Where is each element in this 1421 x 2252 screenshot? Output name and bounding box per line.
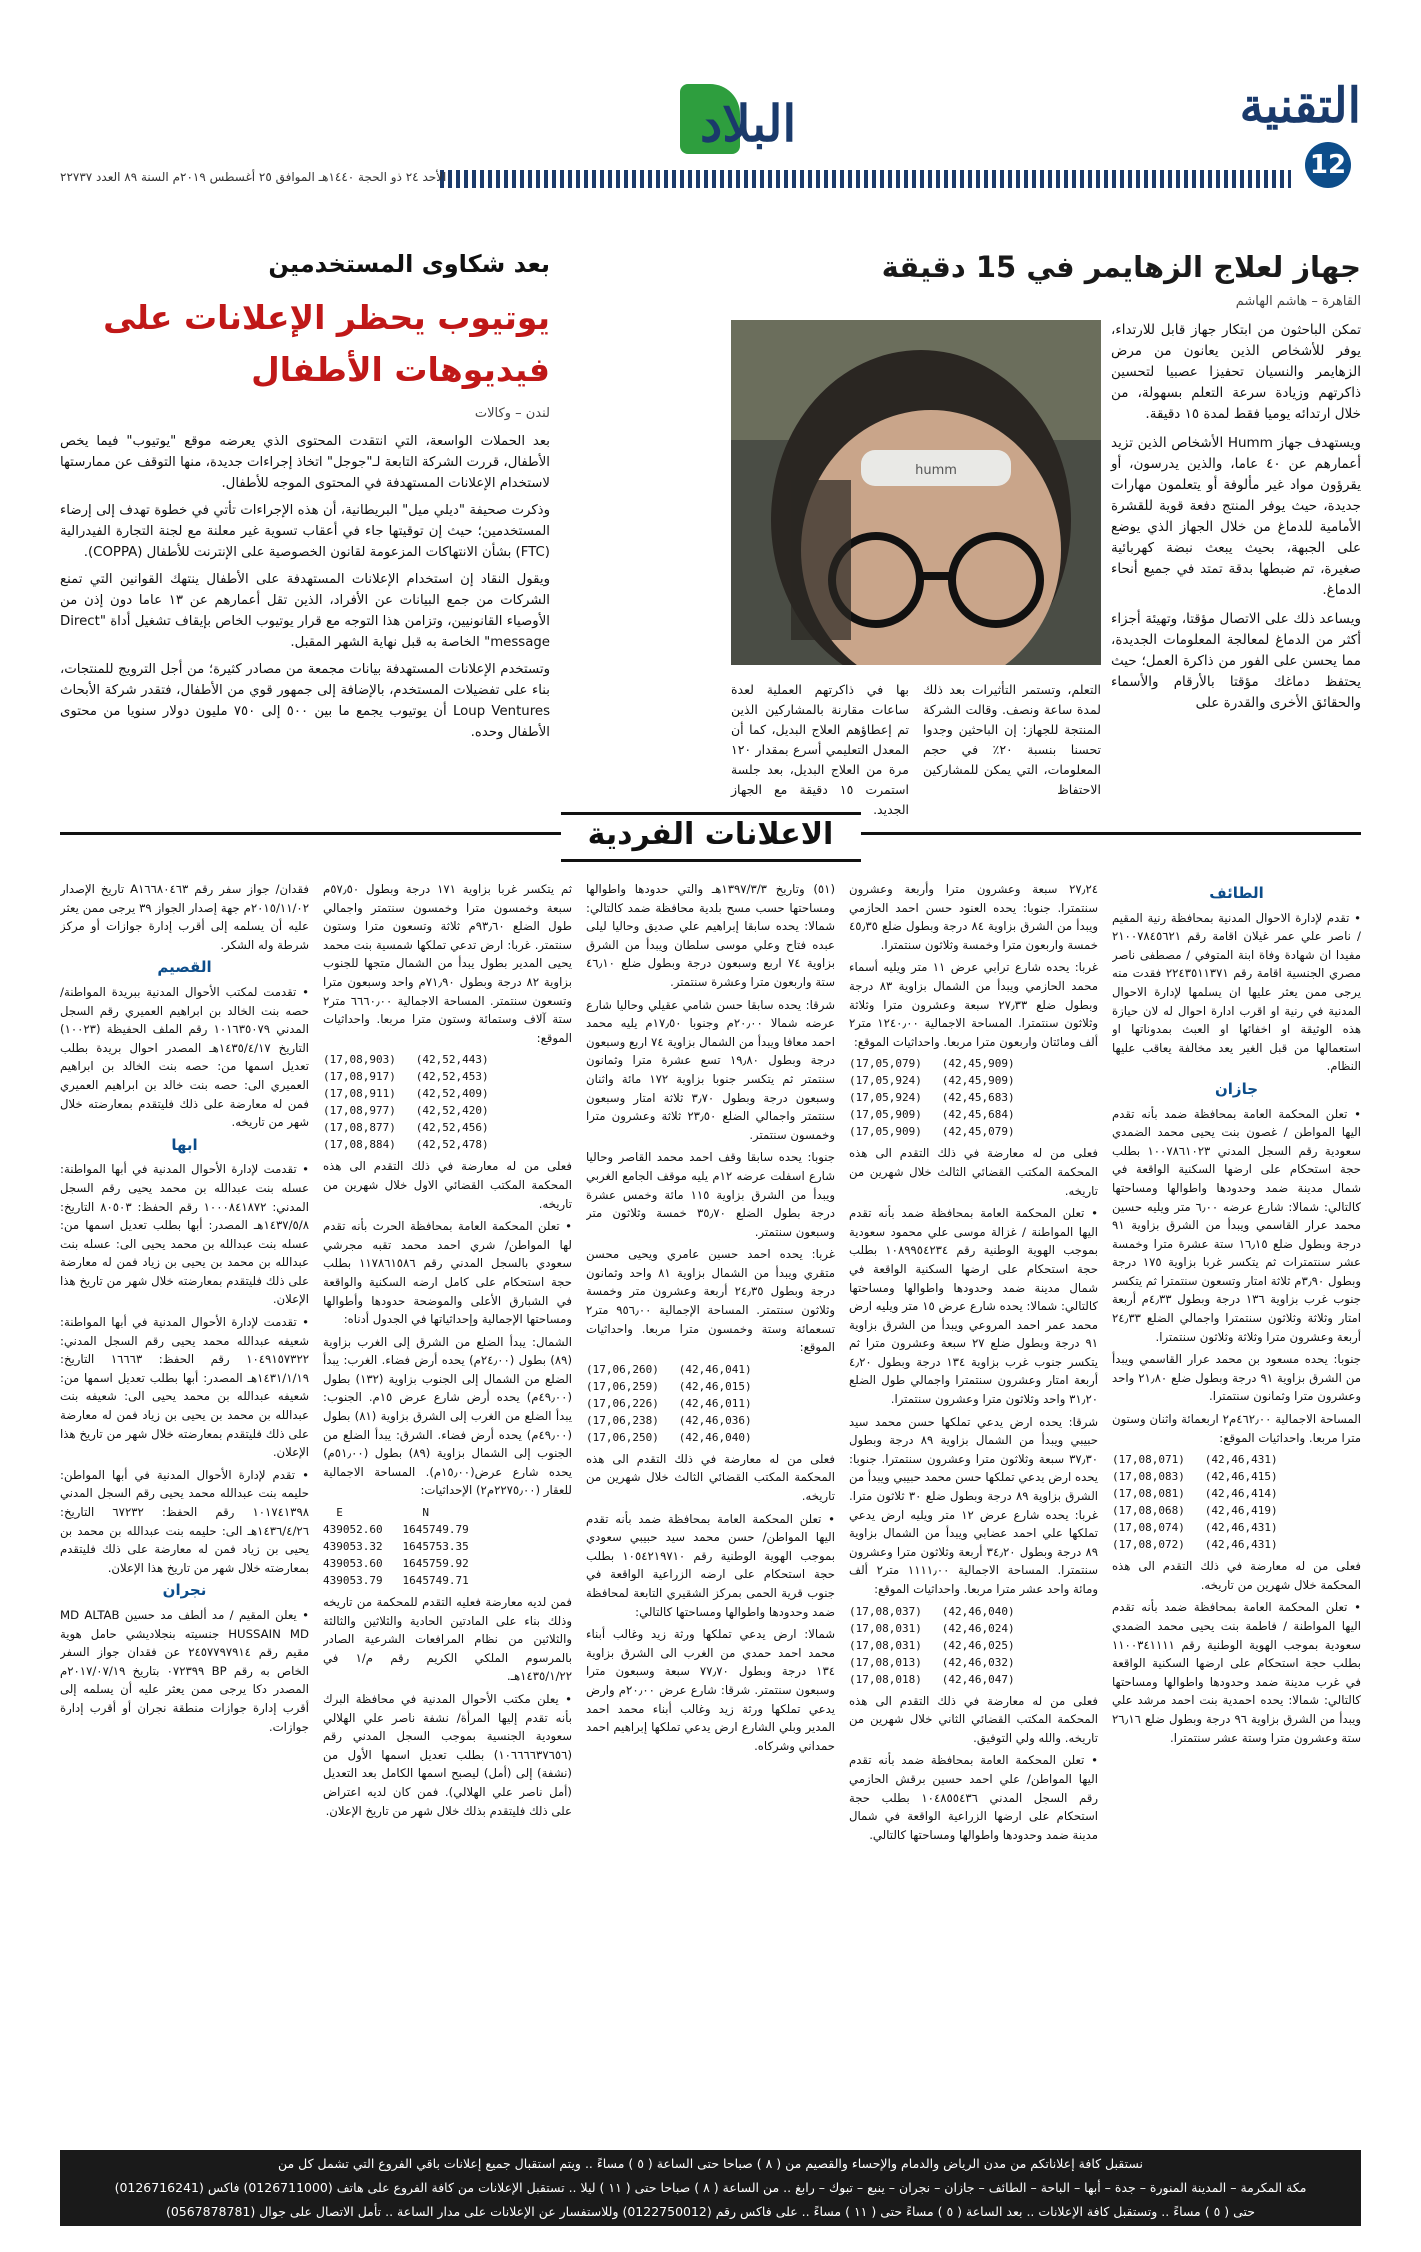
classified-ad-text: فمن لديه معارضة فعليه التقدم للمحكمة من تاريخه وذلك بناء على المادتين الحادية والثلاثين والثالثة والثلاثين من نظام المرافعات الشرعية الصادر بالمرسوم الملكي الكريم رقم م/١ في ١٤٣٥/١/٢٢هـ. bbox=[323, 1595, 572, 1684]
classified-ad-text: شمالا: ارض يدعي تملكها ورثة زيد وغالب أبناء محمد احمد حمدي من الغرب الى الشرق بزاوية ١٣٤ درجة وبطول ٧٧٫٧٠ سبعة وسبعون مترا وسبعون سنتمتر. شرقا: شارع عرض ٢٠٫٠٠م وارض يدعي تملكها ورثة زيد وغالب أبناء محمد احمد المدير وبلي الشارع ارض يدعي تملكها إبراهيم احمد حمداني وشركاه. bbox=[586, 1627, 835, 1753]
classified-ad-text: المساحة الاجمالية ٤٦٢٫٠٠م٢ اربعمائة واثنان وستون مترا مربعا. واحداثيات الموقع: bbox=[1112, 1412, 1361, 1445]
article-byline: لندن – وكالات bbox=[474, 406, 550, 421]
classified-ad-text: • تقدم لإدارة الاحوال المدنية بمحافظة رنية المقيم / ناصر علي عمر غيلان اقامة رقم ٢١٠٠٧٨٤٥٦٢١ مفيدا ان شهادة وفاة ابنة المتوفي / مصطفى ناصر مصري الجنسية اقامة رقم ٢٢٤٣٥١١٣٧١ فقدت منه يرجى ممن يعثر عليها ان يسلمها لإدارة الاحوال المدنية في رنية او اقرب ادارة احوال له لان حيازة هذه الوثيقة او اخفائها او العبث بمدوناتها او استعمالها من قبل الغير يعد مخالفة يعاقب عليها النظام. bbox=[1112, 910, 1361, 1074]
article-body bbox=[60, 431, 550, 743]
article-paragraph: بعد الحملات الواسعة، التي انتقدت المحتوى الذي يعرضه موقع "يوتيوب" فيما يخص الأطفال، قررت الشركة التابعة لـ"جوجل" اتخاذ إجراءات جديدة، منها التوقف عن ممارستها لاستخدام الإعلانات المستهدفة في المحتوى الموجه للأطفال. bbox=[60, 434, 550, 491]
classified-ad-text: • تعلن المحكمة العامة بمحافظة ضمد بأنه تقدم اليها المواطن / غصون بنت يحيى محمد الضمدي سعودية رقم السجل المدني ١٠٠٧٨٦١٠٢٣ بطلب حجة استحكام على ارضها السكنية الواقعة في شمال مدينة ضمد وحدودها واطوالها ومساحتها كالتالي: شمالا: شارع عرضه ٦٫٠٠ متر ويليه حسين محمد عرار القاسمي ويبدأ من الشرق بزاوية ٩١ درجة وبطول ضلع ١٦٫١٥ ستة عشرة مترا وخمسة عشر سنتمترات ثم يتكسر غربا بزاوية ١٧٥ درجة وبطول ٣٫٩٠م ثلاثة امتار وتسعون سنتمترا ثم يتكسر جنوب غرب بزاوية ١٣٦ درجة وبطول ٤٫٣٣م أربعة امتار وثلاثة وثلاثون سنتمترا واجمالي الضلع ٢٤٫٣٣ أربعة وعشرون مترا وثلاثة وثلاثون سنتمترا. bbox=[1112, 1106, 1361, 1344]
article-paragraph: ويساعد ذلك على الاتصال مؤقتا، وتهيئة أجزاء أكثر من الدماغ لمعالجة المعلومات الجديدة، مما يحسن على الفور من ذاكرة العمل؛ حيث يحتفظ دماغك مؤقتا بالأرقام والأسماء والحقائق الأخرى والقدرة على bbox=[1111, 611, 1361, 711]
article-paragraph: تمكن الباحثون من ابتكار جهاز قابل للارتداء، يوفر للأشخاص الذين يعانون من مرض الزهايمر والنسيان تحفيزا عصبيا لتحسين ذاكرتهم وزيادة سرعة التعلم بسهولة، من خلال ارتدائه يوميا فقط لمدة ١٥ دقيقة. bbox=[1111, 322, 1361, 422]
article-paragraph: بها في ذاكرتهم العملية لعدة ساعات مقارنة بالمشاركين الذين تم إعطاؤهم العلاج البديل، كما أن المعدل التعليمي أسرع بمقدار ١٢٠ مرة من العلاج البديل، بعد جلسة استمرت ١٥ دقيقة مع الجهاز الجديد. bbox=[731, 682, 909, 817]
classified-ad-text: جنوبا: يحده مسعود بن محمد عرار القاسمي ويبدأ من الشرق بزاوية ٩١ درجة وبطول ضلع ٢١٫٨٠ واحد وعشرون مترا وثمانون سنتمترا. bbox=[1112, 1352, 1361, 1404]
classified-ad-text: شرقا: يحده سابقا حسن شامي عقيلي وحاليا شارع عرضه شمالا ٢٠٫٠٠م وجنوبا ١٧٫٥٠م يليه محمد احمد معافا ويبدأ من الشمال بزاوية ٧٤ اربع وسبعون درجة وبطول ١٩٫٨٠ تسع عشرة مترا وثمانون سنتمتر ثم يتكسر جنوبا بزاوية ١٧٢ مائة واثنان وسبعون درجة وبطول ٣٫٧٠ ثلاثة امتار وسبعون سنتمتر واجمالي الضلع ٢٣٫٥٠ ثلاثة وعشرون مترا وخمسون سنتمتر. bbox=[586, 997, 835, 1142]
classified-ad-text: غربا: يحده شارع ترابي عرض ١١ متر ويليه أسماء محمد الحازمي ويبدأ من الشمال بزاوية ٨٣ درجة وبطول ضلع ٢٧٫٣٣ سبعة وعشرون مترا وثلاثة وثلاثون سنتمترا. المساحة الاجمالية ١٢٤٠٫٠٠ متر٢ ألف ومائتان واربعون مترا مربعا. واحداثيات الموقع: bbox=[849, 960, 1098, 1049]
classified-ad-text: • تقدمت لمكتب الأحوال المدنية ببريدة المواطنة/ حصه بنت الخالد بن ابراهيم العميري رقم السجل المدني ١٠١٦٣٥٠٧٩ رقم الملف الحفيظة (١٠٠٢٣) التاريخ ١٤٣٥/٤/١٧هـ المصدر احوال بريدة بطلب تعديل اسمها من: حصه بنت الخالد بن ابراهيم العميري الى: حصه بنت خالد بن ابراهيم العميري فمن له معارضة على ذلك فليتقدم بمعارضته خلال شهر من تاريخه. bbox=[60, 984, 309, 1130]
region-heading: الطائف bbox=[1209, 884, 1264, 902]
man-wearing-device-photo bbox=[731, 320, 1101, 665]
dateline: الأحد ٢٤ ذو الحجة ١٤٤٠هـ الموافق ٢٥ أغسطس ٢٠١٩م السنة ٨٩ العدد ٢٢٧٣٧ bbox=[60, 170, 447, 184]
classified-ad-text: • تعلن المحكمة العامة بمحافظة الحرث بأنه تقدم لها المواطن/ شري احمد محمد تقبه مجرشي سعودي بالسجل المدني رقم ١١٧٨٦١٥٨٦ بطلب حجة استحكام على كامل ارضه السكنية والواقعة في الشبارق الأعلى والموضحة حدودها وأطوالها ومساحتها الإجمالية وإحداثياتها في الجدول أدناه: bbox=[323, 1219, 572, 1327]
article-paragraph: ويقول النقاد إن استخدام الإعلانات المستهدفة على الأطفال ينتهك القوانين التي تمنع الشركات من جمع البيانات عن الأفراد، الذين تقل أعمارهم عن ١٣ عاما دون إذن من الأوصياء القانونيين، وتزامن هذا التوجه مع قرار يوتيوب الخاص بإيقاف تشغيل أداة "Direct message" الخاصة به قبل نهاية الشهر المقبل. bbox=[60, 572, 550, 650]
classified-ad-text: ٢٧٫٢٤ سبعة وعشرون مترا وأربعة وعشرون سنتمترا. جنوبا: يحده العنود حسن احمد الحازمي ويبدأ من الشرق بزاوية ٨٤ درجة وبطول ضلع ٤٥٫٣٥ خمسة واربعون مترا وخمسة وثلاثون سنتمترا. bbox=[849, 882, 1098, 952]
article-paragraph: وذكرت صحيفة "ديلي ميل" البريطانية، أن هذه الإجراءات تأتي في خطوة تهدف إلى إرضاء المستخدمين؛ حيث إن توقيتها جاء في أعقاب تسوية غير معلنة مع لجنة التجارة الفيدرالية (FTC) بشأن الانتهاكات المزعومة لقانون الخصوصية على الإنترنت للأطفال (COPPA). bbox=[60, 503, 550, 560]
classified-ad-text: جنوبا: يحده سابقا وقف احمد محمد القاصر وحاليا شارع اسفلت عرضه ١٢م يليه موقف الجامع الغربي ويبدأ من الشرق بزاوية ١١٥ مائة وخمس عشرة درجة بطول الضلع ٣٥٫٧٠ خمسة وثلاثون متر وسبعون سنتمتر. bbox=[586, 1150, 835, 1239]
classified-ad-text: ثم يتكسر غربا بزاوية ١٧١ درجة وبطول ٥٧٫٥٠م سبعة وخمسون مترا وخمسون سنتمتر واجمالي طول الضلع ٩٣٫٦٠م ثلاثة وتسعون مترا وستون سنتمتر. غربا: ارض تدعي تملكها شمسية بنت محمد يحيى المدير بطول يبدأ من الشمال متجها للجنوب بزاوية ٨٢ درجة وبطول ٧١٫٩٠م واحد وسبعون مترا وتسعون سنتمتر. المساحة الاجمالية ٦٦٦٠٫٠٠ متر٢ ستة آلاف وستمائة وستون مترا مربعا. واحداثيات الموقع: bbox=[323, 882, 572, 1045]
classified-ad-text: • تعلن المحكمة العامة بمحافظة ضمد بأنه تقدم اليها المواطن/ علي احمد حسين برقش الحازمي رقم السجل المدني ١٠٤٨٥٥٤٣٦ بطلب حجة استحكام على ارضها الزراعية الواقعة في شمال مدينة ضمد وحدودها واطوالها ومساحتها كالتالي. bbox=[849, 1753, 1098, 1842]
header-rule bbox=[440, 170, 1291, 188]
footer-line: حتى ( ٥ ) مساءً .. وتستقبل كافة الإعلانات .. بعد الساعة ( ٥ ) مساءً حتى ( ١١ ) مساءً .. على فاكس رقم (0122750012) وللاستفسار عن الإعلانات على مدار الساعة .. تأمل الاتصال على جوال (0567878781) bbox=[165, 2204, 1256, 2219]
classified-ad-text: • يعلن مكتب الأحوال المدنية في محافظة البرك بأنه تقدم إليها المرأة/ نشفة ناصر علي الهلالي سعودية الجنسية بموجب السجل المدني رقم (١٠٦٦٦٦٣٧٦٥٦) بطلب تعديل اسمها الأول من (نشفة) إلى (أمل) ليصبح اسمها الكامل بعد التعديل (أمل ناصر علي الهلالي). فمن كان لديه اعتراض على ذلك فليتقدم بذلك خلال شهر من تاريخ الإعلان. bbox=[323, 1692, 572, 1818]
classified-ad-text: (٥١) وتاريخ ١٣٩٧/٣/٣هـ والتي حدودها واطوالها ومساحتها حسب مسح بلدية محافظة ضمد كالتالي: شمالا: يحده سابقا إبراهيم علي صديق وحاليا ليلى عبده فتاح وعلي موسى سلطان ويبدأ من الشرق بزاوية ٧٤ اربع وسبعون درجة وبطول ضلع ٤٦٫١٠ ستة واربعون مترا وعشرة سنتمتر. bbox=[586, 882, 835, 989]
classified-ad-text: فعلى من له معارضة في ذلك التقدم الى هذه المحكمة خلال شهرين من تاريخه. bbox=[1112, 1559, 1361, 1592]
classifieds-column bbox=[323, 880, 572, 2020]
classifieds-column bbox=[849, 880, 1098, 2020]
classified-ad-text: فقدان/ جواز سفر رقم A١٦٦٨٠٤٦٣ تاريخ الإصدار ٢٠١٥/١١/٠٢م جهة إصدار الجواز ٣٩ يرجى ممن يعثر عليه أن يسلمه إلى أقرب إدارة جوازات أو مركز شرطة وله الشكر. bbox=[60, 882, 309, 952]
coordinates-table: (17,06,260) (42,46,041) (17,06,259) (42,46,015) (17,06,226) (42,46,011) (17,06,238) (42,46,036) (17,06,250) (42,46,040) bbox=[586, 1362, 752, 1444]
article-paragraph: ويستهدف جهاز Humm الأشخاص الذين تزيد أعمارهم عن ٤٠ عاما، والذين يدرسون، أو يقرؤون مواد غير مألوفة أو يتعلمون مهارات جديدة، حيث يوفر المنتج دفعة قوية للقشرة الأمامية للدماغ من خلال الجهاز الذي يوضع على الجبهة، بحيث يبعث نبضة كهربائية صغيرة، تم ضبطها بدقة تمتد في جميع أنحاء الدماغ. bbox=[1111, 435, 1362, 598]
device-label: humm bbox=[915, 463, 957, 478]
footer-line: نستقبل كافة إعلاناتكم من مدن الرياض والدمام والإحساء والقصيم من ( ٨ ) صباحا حتى الساعة ( ٥ ) مساءً .. ويتم استقبال جميع إعلانات باقي الفروع التي تشمل كل من bbox=[277, 2156, 1144, 2171]
classified-ad-text: الشمال: يبدأ الضلع من الشرق إلى الغرب بزاوية (٨٩) بطول (٢٤٫٠٠م) يحده أرض فضاء. الغرب: يبدأ الضلع من الشمال إلى الجنوب بزاوية (١٣٢) بطول (٤٩٫٠٠م) يحده أرض شارع عرض ١٥م. الجنوب: يبدأ الضلع من الغرب إلى الشرق بزاوية (٨١) بطول (٤٩٫٠٠م) يحده أرض فضاء. الشرق: يبدأ الضلع من الجنوب إلى الشمال بزاوية (٨٩) بطول (٥١٫٠٠م) يحده شارع عرض(١٥٫٠٠م). المساحة الاجمالية للعقار (٢٢٧٥٫٠٠م٢) الإحداثيات: bbox=[323, 1334, 572, 1498]
classifieds-column bbox=[586, 880, 835, 2020]
classifieds-column bbox=[60, 880, 309, 2020]
classified-ad-text: • تعلن المحكمة العامة بمحافظة ضمد بأنه تقدم اليها المواطنة / فاطمة بنت يحيى محمد الضمدي سعودية بموجب الهوية الوطنية رقم ١١٠٠٣٤١١١١ بطلب حجة استحكام على ارضها السكنية الواقعة في غرب مدينة ضمد وحدودها واطوالها ومساحتها كالتالي: شمالا: يحده احمدية بنت احمد مرشد علي ويبدأ من الشرق بزاوية ٩٦ درجة وبطول ضلع ٢٦٫١٦ ستة وعشرون مترا وستة عشر سنتمترا. bbox=[1112, 1600, 1361, 1745]
ads-contact-footer bbox=[60, 2150, 1361, 2226]
classifieds-title: الاعلانات الفردية bbox=[561, 812, 861, 862]
article-youtube-ads bbox=[60, 250, 550, 749]
classified-ad-text: فعلى من له معارضة في ذلك التقدم الى هذه المحكمة المكتب القضائي الثالث خلال شهرين من تاريخه. bbox=[849, 1146, 1098, 1198]
article-headline: جهاز لعلاج الزهايمر في 15 دقيقة bbox=[881, 250, 1361, 284]
classified-ad-text: • تعلن المحكمة العامة بمحافظة ضمد بأنه تقدم اليها المواطن/ حسن محمد سيد حبيبي سعودي بموجب الهوية الوطنية رقم ١٠٥٤٢١٩٧١٠ بطلب حجة استحكام على ارضه الزراعية الواقعة في جنوب قرية الحمى بمركز الشقيري التابعة لمحافظة ضمد وحدودها واطوالها ومساحتها كالتالي: bbox=[586, 1511, 835, 1619]
article-headline: يوتيوب يحظر الإعلانات على فيديوهات الأطفال bbox=[103, 298, 550, 389]
classified-ad-text: • تعلن المحكمة العامة بمحافظة ضمد بأنه تقدم اليها المواطنة / غزالة موسى علي محمود سعودية بموجب الهوية الوطنية رقم ١٠٨٩٩٥٤٢٣٤ بطلب حجة استحكام على ارضها السكنية الواقعة في شمال مدينة ضمد وحدودها واطوالها ومساحتها كالتالي: شمالا: يحده شارع عرض ١٥ متر ويليه ارض محمد عمر احمد المروعي ويبدأ من الشرق بزاوية ٩١ درجة وبطول ضلع ٢٧ سبعة وعشرون مترا ثم يتكسر جنوب غرب بزاوية ١٣٤ درجة وبطول ٤٫٢٠ أربعة امتار وعشرون سنتمترا واجمالي طول الضلع ٣١٫٢٠ واحد وثلاثون مترا وعشرون سنتمترا. bbox=[849, 1206, 1098, 1407]
coordinates-table: (17,08,071) (42,46,431) (17,08,083) (42,46,415) (17,08,081) (42,46,414) (17,08,068) (42,46,419) (17,08,074) (42,46,431) (17,08,072) (42,46,431) bbox=[1112, 1453, 1278, 1552]
page-number: 12 bbox=[1305, 142, 1351, 188]
region-heading: جازان bbox=[1214, 1079, 1259, 1098]
classified-ad-text: • تقدمت لإدارة الأحوال المدنية في أبها المواطنة: عسله بنت عبدالله بن محمد يحيى رقم السجل المدني: ١٠٠٠٨٤١٨٧٢ رقم الحفظ: ٨٠٥٠٣ التاريخ: ١٤٣٧/٥/٨هـ المصدر: أبها بطلب تعديل اسمها من: عسله بنت عبدالله بن محمد يحيى الى: عسله بنت عبدالله بن محمد بن يحيى بن زياد فمن له معارضة على ذلك فليتقدم بمعارضته خلال شهر من تاريخ هذا الإعلان. bbox=[60, 1162, 309, 1307]
article-photo bbox=[731, 320, 1101, 665]
newspaper-logo bbox=[680, 84, 840, 162]
classifieds-columns bbox=[60, 880, 1361, 2020]
region-heading: نجران bbox=[162, 1581, 207, 1600]
article-byline: القاهرة – هاشم الهاشم bbox=[1235, 294, 1361, 309]
article-body bbox=[1111, 320, 1361, 722]
article-alzheimer-device bbox=[731, 250, 1362, 817]
region-heading: القصيم bbox=[157, 958, 212, 977]
classified-ad-text: غربا: يحده احمد حسين عامري ويحيى محسن متقري ويبدأ من الشمال بزاوية ٨١ واحد وثمانون درجة وبطول ٢٤٫٣٥ أربعة وعشرون متر وخمسة وثلاثون سنتمتر. المساحة الإجمالية ٩٥٦٫٠٠ متر٢ تسعمائة وستة وخمسون مترا مربعا. واحداثيات الموقع: bbox=[586, 1247, 835, 1355]
logo-wordmark: البلاد bbox=[700, 94, 797, 153]
page-header bbox=[60, 70, 1361, 184]
article-paragraph: وتستخدم الإعلانات المستهدفة بيانات مجمعة من مصادر كثيرة؛ من أجل الترويج للمنتجات، بناء على تفضيلات المستخدم، بالإضافة إلى جمهور قوي من الأطفال، فتقدر شركة الأبحاث Loup Ventures أن يوتيوب يجمع ما بين ٥٠٠ إلى ٧٥٠ مليون دولار سنويا من محتوى الأطفال وحده. bbox=[60, 662, 550, 740]
classified-ad-text: فعلى من له معارضة في ذلك التقدم الى هذه المحكمة المكتب القضائي الاول خلال شهرين من تاريخه. bbox=[323, 1159, 572, 1211]
classified-ad-text: • تقدمت لإدارة الأحوال المدنية في أبها المواطنة: شعيفه عبدالله محمد يحيى رقم السجل المدني: ١٠٤٩١٥٧٣٢٢ رقم الحفظ: ١٦٦٦٣ التاريخ: ١٤٣١/١/١٩هـ المصدر: أبها بطلب تعديل اسمها من: شعيفه عبدالله بن محمد يحيى الى: شعيفه بنت عبدالله بن محمد بن يحيى بن زياد فمن له معارضة على ذلك فليتقدم بمعارضته خلال شهر من تاريخ هذا الإعلان. bbox=[60, 1315, 309, 1460]
footer-line: مكة المكرمة – المدينة المنورة – جدة – أبها – الباحة – الطائف – جازان – نجران – ينبع – تبوك – رابغ .. من الساعة ( ٨ ) صباحا حتى ( ١١ ) ليلا .. تستقبل الإعلانات من كافة الفروع على هاتف (0126711000) فاكس (0126716241) bbox=[114, 2180, 1307, 2195]
classifieds-column bbox=[1112, 880, 1361, 2020]
classified-ad-text: • تقدم لإدارة الأحوال المدنية في أبها المواطن: حليمه بنت عبدالله محمد يحيى رقم السجل المدني ١٠١٧٤١٣٩٨ رقم الحفظ: ٦٧٢٣٢ التاريخ: ١٤٣٦/٤/٢٦هـ الى: حليمه بنت عبدالله بن محمد بن يحيى بن زياد فمن له معارضة على ذلك فليتقدم بمعارضته خلال شهر من تاريخ هذا الإعلان. bbox=[60, 1467, 309, 1575]
classified-ad-text: فعلى من له معارضة في ذلك التقدم الى هذه المحكمة المكتب القضائي الثاني خلال شهرين من تاريخه. والله ولي التوفيق. bbox=[849, 1693, 1098, 1745]
coordinates-table: (17,08,903) (42,52,443) (17,08,917) (42,52,453) (17,08,911) (42,52,409) (17,08,977) (42,52,420) (17,08,877) (42,52,456) (17,08,884) (42,52,478) bbox=[323, 1053, 489, 1152]
classified-ad-text: شرقا: يحده ارض يدعي تملكها حسن محمد سيد حبيبي ويبدأ من الشمال بزاوية ٨٩ درجة وبطول ٣٧٫٣٠ سبعة وثلاثون مترا وعشرون سنتمترا. جنوبا: يحده ارض يدعي تملكها حسن محمد حبيبي ويبدأ من الشرق بزاوية ٨٩ درجة وبطول ضلع ٣٠ ثلاثون مترا. غربا: يحده شارع عرض ١٢ متر ويليه ارض يدعي تملكها علي احمد عضابي ويبدأ من الشمال بزاوية ٨٩ درجة وبطول ٣٤٫٢٠ أربعة وثلاثون مترا وعشرون سنتمترا. المساحة الاجمالية ١١١١٫٠٠ متر٢ ألف ومائة واحد عشر مترا مربعا. واحداثيات الموقع: bbox=[849, 1414, 1098, 1596]
classified-ad-text: فعلى من له معارضة في ذلك التقدم الى هذه المحكمة المكتب القضائي الثالث خلال شهرين من تاريخه. bbox=[586, 1451, 835, 1504]
coordinates-table: (17,05,079) (42,45,909) (17,05,924) (42,45,909) (17,05,924) (42,45,683) (17,05,909) (42,45,684) (17,05,909) (42,45,079) bbox=[849, 1057, 1015, 1139]
classifieds-banner bbox=[60, 812, 1361, 856]
article-subcolumns bbox=[731, 680, 1101, 820]
article-paragraph: التعلم، وتستمر التأثيرات بعد ذلك لمدة ساعة ونصف. وقالت الشركة المنتجة للجهاز: إن الباحثين وجدوا تحسنا بنسبة ٢٠٪ في حجم المعلومات، التي يمكن للمشاركين الاحتفاظ bbox=[923, 682, 1101, 797]
coordinates-table: (17,08,037) (42,46,040) (17,08,031) (42,46,024) (17,08,031) (42,46,025) (17,08,013) (42,46,032) (17,08,018) (42,46,047) bbox=[849, 1604, 1015, 1686]
region-heading: ابها bbox=[171, 1135, 198, 1154]
coordinates-table: E N 439052.60 1645749.79 439053.32 1645753.35 439053.60 1645759.92 439053.79 1645749.71 bbox=[323, 1506, 469, 1588]
classified-ad-text: • يعلن المقيم / مد ألطف مد حسين MD ALTAB HUSSAIN MD جنسيته بنجلاديشي حامل هوية مقيم رقم ٢٤٥٧٧٩٧٩١٤ عن فقدان جواز السفر الخاص به رقم BP ٠٧٢٣٩٩ بتاريخ ٢٠١٧/٠٧/١٩م المصدر دكا يرجى ممن يعثر عليه أن يسلمه إلى أقرب إدارة جوازات منطقة نجران أو أقرب إدارة جوازات. bbox=[60, 1607, 309, 1734]
section-title: التقنية bbox=[1239, 78, 1361, 134]
article-kicker: بعد شكاوى المستخدمين bbox=[268, 250, 550, 278]
